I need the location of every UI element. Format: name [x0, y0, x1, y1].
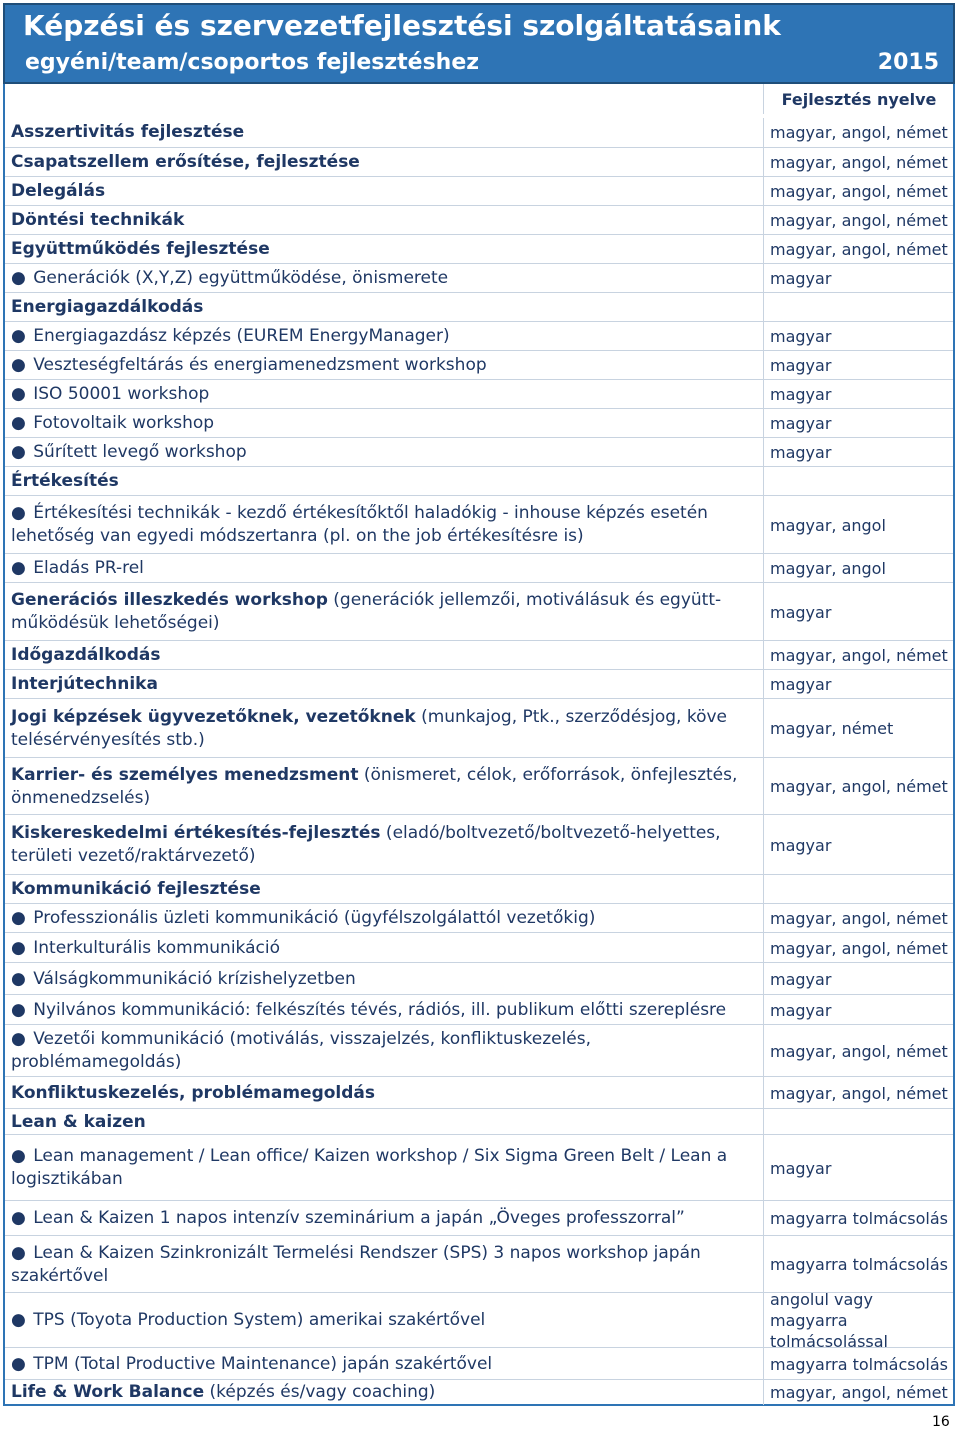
topic-detail: Nyilvános kommunikáció: felkészítés tévés, rádiós, ill. publikum előtti szereplésre [33, 999, 727, 1020]
table-row [5, 321, 953, 351]
topic-cell [11, 1236, 763, 1293]
topic-text [11, 1242, 763, 1288]
services-table [3, 84, 955, 1406]
topic-text [11, 1082, 375, 1105]
topic-detail: Energiagazdász képzés (EUREM EnergyManager) [33, 326, 450, 346]
table-row [5, 234, 953, 264]
topic-text [11, 557, 144, 580]
table-row [5, 1200, 953, 1236]
topic-title: Kiskereskedelmi értékesítés-fejlesztés [11, 823, 381, 843]
topic-detail: Lean & Kaizen Szinkronizált Termelési Rendszer (SPS) 3 napos workshop japán szakértővel [11, 1242, 701, 1286]
language-cell: magyarra tolmácsolás [763, 1348, 953, 1380]
topic-text [11, 325, 450, 348]
topic-detail: (képzés és/vagy coaching) [204, 1382, 436, 1402]
page-number: 16 [932, 1414, 950, 1430]
topic-detail: Interkulturális kommunikáció [33, 937, 280, 958]
bullet-icon: ● [11, 1353, 26, 1374]
topic-text [11, 937, 280, 960]
language-cell: magyar, angol, német [763, 758, 953, 815]
language-cell: magyar [763, 583, 953, 641]
topic-detail: (eladó/boltvezető/boltvezető-helyettes, területi vezető/raktárvezető) [11, 823, 721, 866]
topic-detail: Fotovoltaik workshop [33, 413, 215, 433]
table-row [5, 553, 953, 583]
topic-cell [11, 467, 763, 496]
topic-text [11, 151, 360, 174]
topic-cell [11, 933, 763, 963]
bullet-icon: ● [11, 503, 26, 523]
language-cell: magyar [763, 670, 953, 699]
topic-title: Life & Work Balance [11, 1382, 205, 1402]
language-cell: magyar, angol, német [763, 177, 953, 206]
topic-cell [11, 1135, 763, 1201]
table-row [5, 903, 953, 933]
topic-text [11, 1381, 435, 1404]
topic-title: Időgazdálkodás [11, 645, 161, 665]
page-header [3, 3, 955, 84]
bullet-icon: ● [11, 937, 26, 958]
language-cell: magyar [763, 322, 953, 351]
topic-detail: (munkajog, Ptk., szerződésjog, köve telésérvényesítés stb.) [11, 706, 728, 750]
language-cell: magyar, angol, német [763, 206, 953, 235]
topic-cell [11, 995, 763, 1025]
topic-text [11, 1309, 485, 1332]
topic-text [11, 968, 356, 991]
language-cell [763, 467, 953, 496]
topic-detail: Professzionális üzleti kommunikáció (ügyfélszolgálattól vezetőkig) [33, 908, 596, 928]
topic-cell [11, 293, 763, 322]
topic-cell [11, 1348, 763, 1380]
topic-text [11, 1111, 146, 1134]
topic-detail: Veszteségfeltárás és energiamenedzsment workshop [33, 355, 487, 375]
topic-detail: Eladás PR-rel [33, 558, 144, 578]
topic-cell [11, 264, 763, 293]
topic-title: Együttműködés fejlesztése [11, 239, 270, 259]
topic-title: Interjútechnika [11, 674, 158, 694]
bullet-icon: ● [11, 1242, 26, 1263]
bullet-icon: ● [11, 999, 26, 1020]
topic-text [11, 267, 448, 290]
topic-detail: Lean management / Lean office/ Kaizen workshop / Six Sigma Green Belt / Lean a logisztikában [11, 1146, 728, 1189]
topic-text [11, 354, 487, 377]
topic-detail: Vezetői kommunikáció (motiválás, visszajelzés, konfliktuskezelés, problémamegoldás) [11, 1029, 592, 1072]
bullet-icon: ● [11, 413, 26, 433]
table-row [5, 1290, 953, 1351]
topic-title: Karrier- és személyes menedzsment [11, 764, 359, 785]
table-row [5, 932, 953, 963]
topic-cell [11, 815, 763, 875]
topic-cell [11, 148, 763, 177]
topic-cell [11, 758, 763, 815]
language-cell: magyar, angol, német [763, 904, 953, 933]
language-cell: magyar [763, 815, 953, 875]
bullet-icon: ● [11, 268, 26, 288]
topic-text [11, 673, 158, 696]
topic-cell [11, 1109, 763, 1135]
topic-detail: TPS (Toyota Production System) amerikai szakértővel [33, 1310, 486, 1330]
table-row [5, 1024, 953, 1077]
topic-text [11, 878, 261, 901]
table-row [5, 495, 953, 554]
topic-text [11, 1353, 492, 1376]
year-label: 2015 [877, 50, 939, 75]
topic-detail: TPM (Total Productive Maintenance) japán szakértővel [33, 1353, 493, 1374]
topic-title: Delegálás [11, 181, 106, 201]
language-cell: magyar, angol, német [763, 118, 953, 147]
bullet-icon: ● [11, 1208, 26, 1228]
topic-detail: Sűrített levegő workshop [33, 442, 247, 462]
topic-cell [11, 1201, 763, 1236]
table-row [5, 582, 953, 641]
topic-detail: Lean & Kaizen 1 napos intenzív szeminárium a japán „Öveges professzorral” [33, 1208, 685, 1228]
topic-detail: ISO 50001 workshop [33, 384, 210, 404]
topic-title: Generációs illeszkedés workshop [11, 590, 328, 610]
language-cell: magyar [763, 963, 953, 995]
topic-cell [11, 1380, 763, 1405]
topic-detail: (önismeret, célok, erőforrások, önfejlesztés, önmenedzselés) [11, 764, 738, 808]
topic-title: Csapatszellem erősítése, fejlesztése [11, 152, 360, 172]
bullet-icon: ● [11, 968, 26, 989]
table-row [5, 292, 953, 322]
table-row [5, 814, 953, 875]
topic-detail: Generációk (X,Y,Z) együttműködése, önismerete [33, 268, 449, 288]
table-row [5, 176, 953, 206]
table-row [5, 1108, 953, 1135]
topic-text [11, 589, 763, 635]
table-row [5, 466, 953, 496]
topic-title: Asszertivitás fejlesztése [11, 122, 245, 142]
table-row [5, 874, 953, 904]
topic-text [11, 180, 105, 203]
topic-cell [11, 641, 763, 670]
topic-cell [11, 177, 763, 206]
topic-cell [11, 1077, 763, 1109]
language-cell: magyar, angol, német [763, 148, 953, 177]
table-row [5, 962, 953, 995]
bullet-icon: ● [11, 1029, 26, 1049]
topic-title: Értékesítés [11, 471, 119, 491]
topic-detail: Értékesítési technikák - kezdő értékesítőktől haladókig - inhouse képzés esetén lehetőség van egyedi módszertanra (pl. on the job értékesítésre is) [11, 503, 708, 546]
topic-text [11, 441, 247, 464]
topic-text [11, 1145, 763, 1191]
topic-cell [11, 699, 763, 758]
topic-text [11, 907, 595, 930]
topic-cell [11, 554, 763, 583]
topic-cell [11, 963, 763, 995]
language-cell: magyar [763, 264, 953, 293]
language-cell: magyar, német [763, 699, 953, 758]
language-cell: magyarra tolmácsolás [763, 1236, 953, 1293]
topic-title: Energiagazdálkodás [11, 297, 204, 317]
language-cell [763, 875, 953, 904]
topic-cell [11, 409, 763, 438]
language-cell: magyar, angol, német [763, 933, 953, 963]
language-cell: magyarra tolmácsolás [763, 1201, 953, 1236]
topic-detail: (generációk jellemzői, motiválásuk és együtt-működésük lehetőségei) [11, 590, 722, 633]
topic-cell [11, 206, 763, 235]
topic-text [11, 706, 763, 752]
topic-text [11, 412, 214, 435]
language-cell: magyar, angol, német [763, 235, 953, 264]
table-row [5, 147, 953, 177]
topic-text [11, 822, 763, 868]
table-row [5, 408, 953, 438]
language-cell: magyar [763, 351, 953, 380]
bullet-icon: ● [11, 908, 26, 928]
topic-text [11, 502, 763, 548]
language-cell [763, 293, 953, 322]
bullet-icon: ● [11, 442, 26, 462]
topic-detail: Válságkommunikáció krízishelyzetben [33, 968, 356, 989]
language-cell: magyar [763, 380, 953, 409]
language-cell [763, 1109, 953, 1135]
topic-cell [11, 670, 763, 699]
topic-title: Jogi képzések ügyvezetőknek, vezetőknek [11, 706, 416, 727]
topic-text [11, 1028, 763, 1074]
bullet-icon: ● [11, 558, 26, 578]
bullet-icon: ● [11, 384, 26, 404]
language-cell: magyar, angol [763, 496, 953, 554]
topic-cell [11, 438, 763, 467]
topic-cell [11, 1293, 763, 1348]
topic-cell [11, 904, 763, 933]
language-cell: angolul vagy magyarra tolmácsolással [763, 1293, 953, 1348]
topic-cell [11, 1025, 763, 1077]
topic-text [11, 764, 763, 810]
bullet-icon: ● [11, 355, 26, 375]
topic-cell [11, 322, 763, 351]
language-column-header: Fejlesztés nyelve [763, 84, 954, 114]
table-row [5, 263, 953, 293]
topic-text [11, 209, 184, 232]
page-title: Képzési és szervezetfejlesztési szolgáltatásaink [23, 9, 781, 42]
topic-title: Lean & kaizen [11, 1111, 146, 1132]
table-row [5, 205, 953, 235]
language-cell: magyar [763, 438, 953, 467]
bullet-icon: ● [11, 1146, 26, 1166]
topic-text [11, 383, 209, 406]
language-cell: magyar, angol, német [763, 1077, 953, 1109]
bullet-icon: ● [11, 1310, 26, 1330]
topic-text [11, 121, 244, 144]
language-cell: magyar, angol, német [763, 641, 953, 670]
language-cell: magyar, angol, német [763, 1380, 953, 1405]
table-row [5, 1379, 953, 1405]
topic-text [11, 1207, 685, 1230]
topic-cell [11, 583, 763, 641]
table-row [5, 350, 953, 380]
topic-text [11, 644, 160, 667]
topic-text [11, 238, 270, 261]
table-row [5, 698, 953, 758]
language-cell: magyar, angol [763, 554, 953, 583]
table-row [5, 437, 953, 467]
table-row [5, 669, 953, 699]
topic-cell [11, 380, 763, 409]
topic-text [11, 999, 726, 1022]
topic-cell [11, 875, 763, 904]
table-row [5, 379, 953, 409]
language-cell: magyar, angol, német [763, 1025, 953, 1077]
topic-cell [11, 118, 763, 147]
language-cell: magyar [763, 995, 953, 1025]
table-row [5, 1134, 953, 1201]
table-row [5, 1076, 953, 1109]
topic-cell [11, 496, 763, 554]
language-cell: magyar [763, 409, 953, 438]
table-row [5, 118, 953, 147]
bullet-icon: ● [11, 326, 26, 346]
topic-title: Kommunikáció fejlesztése [11, 879, 261, 899]
table-row [5, 757, 953, 815]
page-subtitle: egyéni/team/csoportos fejlesztéshez [25, 50, 480, 75]
topic-title: Konfliktuskezelés, problémamegoldás [11, 1082, 376, 1103]
table-row [5, 1235, 953, 1293]
topic-cell [11, 351, 763, 380]
topic-cell [11, 235, 763, 264]
table-row [5, 640, 953, 670]
topic-title: Döntési technikák [11, 210, 185, 230]
topic-text [11, 296, 203, 319]
language-cell: magyar [763, 1135, 953, 1201]
table-row [5, 1347, 953, 1380]
table-row [5, 994, 953, 1025]
topic-text [11, 470, 119, 493]
